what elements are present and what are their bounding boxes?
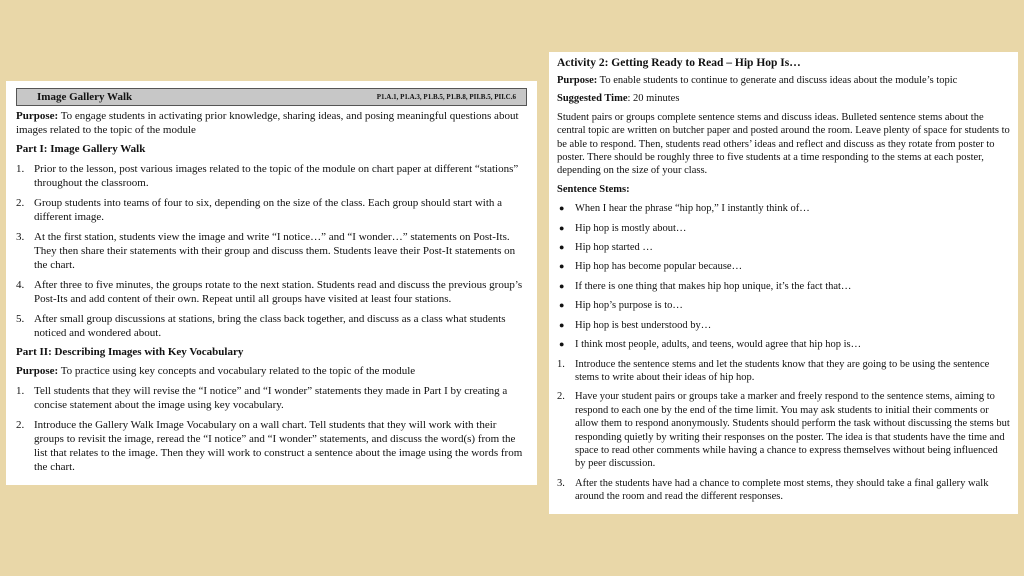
list-item: ● I think most people, adults, and teens, would agree that hip hop is… (559, 339, 862, 351)
sentence-stems-list (557, 202, 1010, 351)
list-item: ● Hip hop started … (559, 242, 653, 254)
stems-title: Sentence Stems: (557, 183, 630, 195)
purpose-paragraph: Purpose: To enable students to continue to generate and discuss ideas about the module’s topic (557, 75, 958, 86)
part1-title: Part I: Image Gallery Walk (16, 143, 146, 155)
activity-title: Activity 2: Getting Ready to Read – Hip Hop Is… (557, 57, 801, 69)
part2-list (16, 384, 527, 474)
list-item: 1. Prior to the lesson, post various images related to the topic of the module on chart paper at different “stations” throughout the classroom. (16, 163, 519, 189)
part2-purpose-paragraph: Purpose: To practice using key concepts and vocabulary related to the topic of the module (16, 365, 416, 377)
list-item: 1. Tell students that they will revise the “I notice” and “I wonder” statements they made in Part I by creating a concise statement about the image using key vocabulary. (16, 385, 508, 411)
list-item: 1. Introduce the sentence stems and let the students know that they are going to be using the sentence stems to write about their ideas of hip hop. (557, 358, 990, 383)
list-item: ● Hip hop’s purpose is to… (559, 300, 683, 312)
part1-list (16, 162, 527, 340)
list-item: 4. After three to five minutes, the groups rotate to the next station. Students read and discuss the previous group’s Post-Its and add content of their own. Repeat until all groups have visited at least four stations. (16, 279, 523, 305)
purpose-label: Purpose: (16, 110, 59, 122)
list-item: 2. Introduce the Gallery Walk Image Vocabulary on a wall chart. Tell students that they will work with their groups to revisit the image, reread the “I notice” and “I wonder” statements, and discuss the word(s) from the list that relates to the image. Then they will work to construct a sentence about the image using the words from the chart. (16, 419, 523, 473)
list-item: 2. Group students into teams of four to six, depending on the size of the class. Each group should start with a different image. (16, 197, 503, 223)
list-item: 2. Have your student pairs or groups take a marker and freely respond to the sentence stems, aiming to respond to each one by the end of the time limit. You may ask students to initial their comments or allow them to respond anonymously. Students should perform the task without discussing the stems but responding quietly by writing their responses on the poster. The idea is that students have the time and space to read other comments while having a chance to express themselves without being influenced by peer discussion. (557, 391, 1010, 470)
steps-list (557, 358, 1010, 504)
list-item: 5. After small group discussions at stations, bring the class back together, and discuss as a class what students noticed and wondered about. (16, 313, 506, 339)
right-document-panel (549, 52, 1018, 514)
section-header-bar (16, 88, 527, 106)
list-item: ● Hip hop has become popular because… (559, 261, 743, 273)
list-item: ● When I hear the phrase “hip hop,” I instantly think of… (559, 203, 810, 215)
left-document-panel (6, 81, 537, 485)
suggested-time: Suggested Time: 20 minutes (557, 93, 680, 105)
purpose-paragraph (16, 109, 527, 137)
part2-title: Part II: Describing Images with Key Vocabulary (16, 346, 244, 358)
list-item: ● Hip hop is mostly about… (559, 222, 687, 234)
section-title: Image Gallery Walk (37, 91, 133, 103)
list-item: ● If there is one thing that makes hip hop unique, it’s the fact that… (559, 280, 852, 292)
list-item: 3. At the first station, students view the image and write “I notice…” and “I wonder…” statements on Post-Its. They then share their statements with their group and discuss them. Students leave their Post-It statements on the chart. (16, 231, 516, 271)
purpose-text: To engage students in activating prior knowledge, sharing ideas, and posing meaningful questions about images related to the topic of the module (16, 110, 519, 136)
list-item: ● Hip hop is best understood by… (559, 319, 712, 331)
intro-paragraph: Student pairs or groups complete sentence stems and discuss ideas. Bulleted sentence stems about the central topic are written on butcher paper and posted around the room. Leave plenty of space for students to be able to respond. Then, students read others’ ideas and reflect and discuss as they rotate from poster to poster. There should be roughly three to five students at a time responding to the stems at each poster, depending on the size of your class. (557, 111, 1010, 177)
standards-codes: P1.A.1, P1.A.3, P1.B.5, P1.B.8, PII.B.5, PII.C.6 (376, 93, 516, 101)
list-item: 3. After the students have had a chance to complete most stems, they should take a final gallery walk around the room and read the different responses. (557, 477, 989, 503)
